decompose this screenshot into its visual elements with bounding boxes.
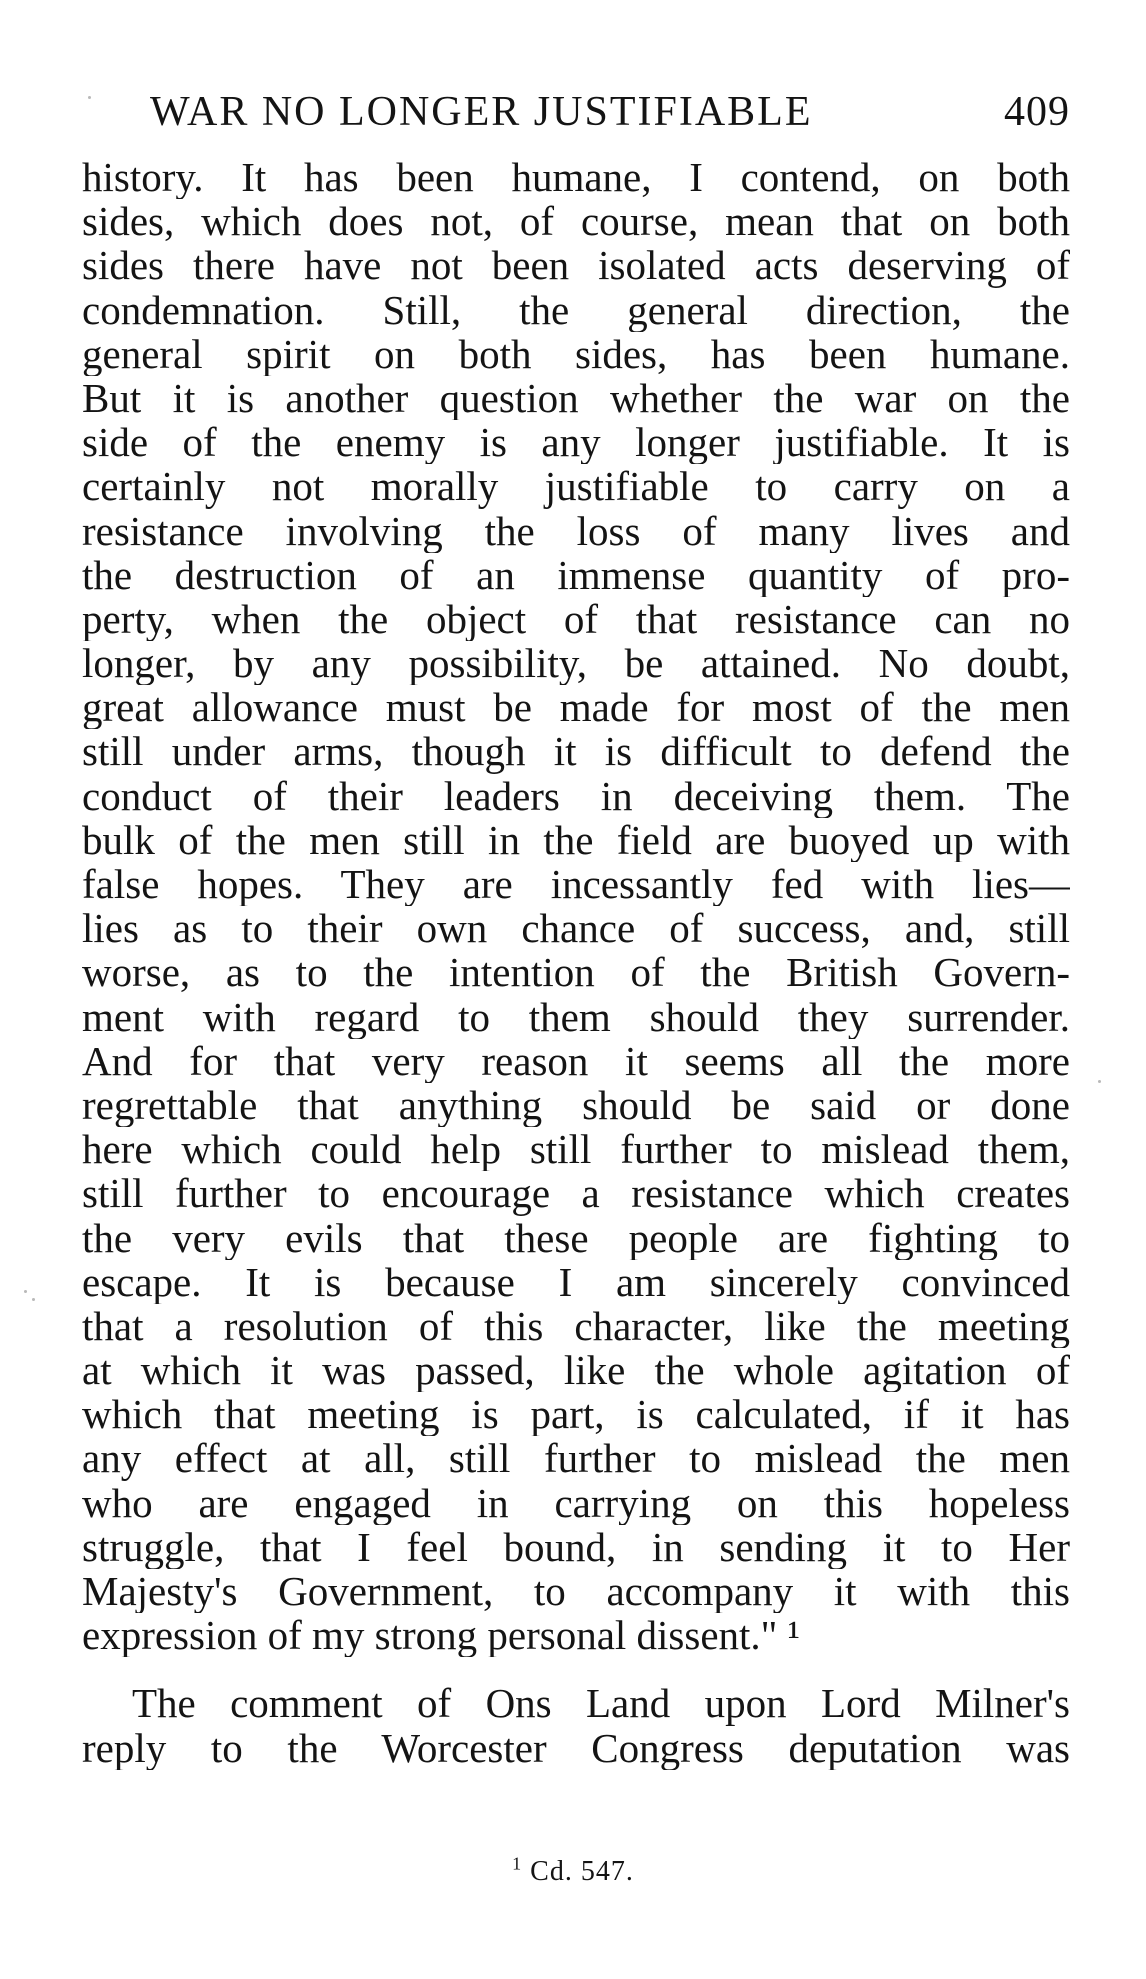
- text-line: side of the enemy is any longer justifiable. It is: [82, 420, 1070, 465]
- text-line: that a resolution of this character, like the meeting: [82, 1303, 1070, 1349]
- text-line: condemnation. Still, the general direction, the: [82, 287, 1070, 332]
- paragraph-spacer: [82, 1657, 1070, 1681]
- text-line: great allowance must be made for most of the men: [82, 685, 1070, 730]
- text-line: perty, when the object of that resistance can no: [82, 596, 1070, 642]
- paper-speck: [24, 1290, 27, 1293]
- text-line: sides, which does not, of course, mean that on both: [82, 199, 1070, 244]
- text-line: here which could help still further to mislead them,: [82, 1127, 1070, 1172]
- text-line: longer, by any possibility, be attained. No doubt,: [82, 641, 1070, 686]
- running-head: [150, 82, 1070, 142]
- text-line: lies as to their own chance of success, and, still: [82, 906, 1070, 951]
- paper-speck: [32, 1298, 35, 1301]
- text-line: at which it was passed, like the whole agitation of: [82, 1348, 1070, 1393]
- paper-speck: [1098, 1080, 1101, 1083]
- text-line: the destruction of an immense quantity of pro-: [82, 552, 1070, 597]
- paragraph-1: [82, 155, 1070, 1657]
- running-title: WAR NO LONGER JUSTIFIABLE: [150, 89, 813, 135]
- text-line: sides there have not been isolated acts deserving of: [82, 243, 1070, 288]
- paper-speck: [88, 96, 91, 99]
- paragraph-2: [82, 1681, 1070, 1769]
- text-line: false hopes. They are incessantly fed with lies—: [82, 862, 1070, 907]
- text-line: escape. It is because I am sincerely convinced: [82, 1259, 1070, 1304]
- text-line: And for that very reason it seems all the more: [82, 1038, 1070, 1083]
- text-line: any effect at all, still further to mislead the men: [82, 1436, 1070, 1481]
- text-line: which that meeting is part, is calculated, if it has: [82, 1392, 1070, 1437]
- text-line: resistance involving the loss of many lives and: [82, 508, 1070, 553]
- page-number: 409: [1004, 89, 1070, 135]
- text-line: struggle, that I feel bound, in sending it to Her: [82, 1524, 1070, 1569]
- text-line: conduct of their leaders in deceiving them. The: [82, 773, 1070, 818]
- text-line: regrettable that anything should be said or done: [82, 1082, 1070, 1128]
- text-line: certainly not morally justifiable to carry on a: [82, 464, 1070, 509]
- text-line: Majesty's Government, to accompany it with this: [82, 1569, 1070, 1614]
- text-line: the very evils that these people are fighting to: [82, 1215, 1070, 1260]
- footnote-text: Cd. 547.: [530, 1856, 634, 1887]
- text-line: still further to encourage a resistance which creates: [82, 1171, 1070, 1216]
- text-line: ment with regard to them should they surrender.: [82, 994, 1070, 1039]
- text-line: who are engaged in carrying on this hopeless: [82, 1480, 1070, 1525]
- text-line: reply to the Worcester Congress deputation was: [82, 1725, 1070, 1770]
- text-line: history. It has been humane, I contend, on both: [82, 155, 1070, 200]
- footnote: [0, 1854, 1146, 1890]
- text-line: worse, as to the intention of the British Govern-: [82, 950, 1070, 995]
- footnote-marker: 1: [512, 1853, 523, 1874]
- text-line: expression of my strong personal dissent." ¹: [82, 1613, 800, 1658]
- text-line: The comment of Ons Land upon Lord Milner's: [132, 1681, 1070, 1726]
- text-line: But it is another question whether the war on the: [82, 375, 1070, 421]
- text-line: bulk of the men still in the field are buoyed up with: [82, 817, 1070, 862]
- text-line: general spirit on both sides, has been humane.: [82, 331, 1070, 376]
- body-text: [82, 155, 1070, 1770]
- text-line: still under arms, though it is difficult to defend the: [82, 729, 1070, 774]
